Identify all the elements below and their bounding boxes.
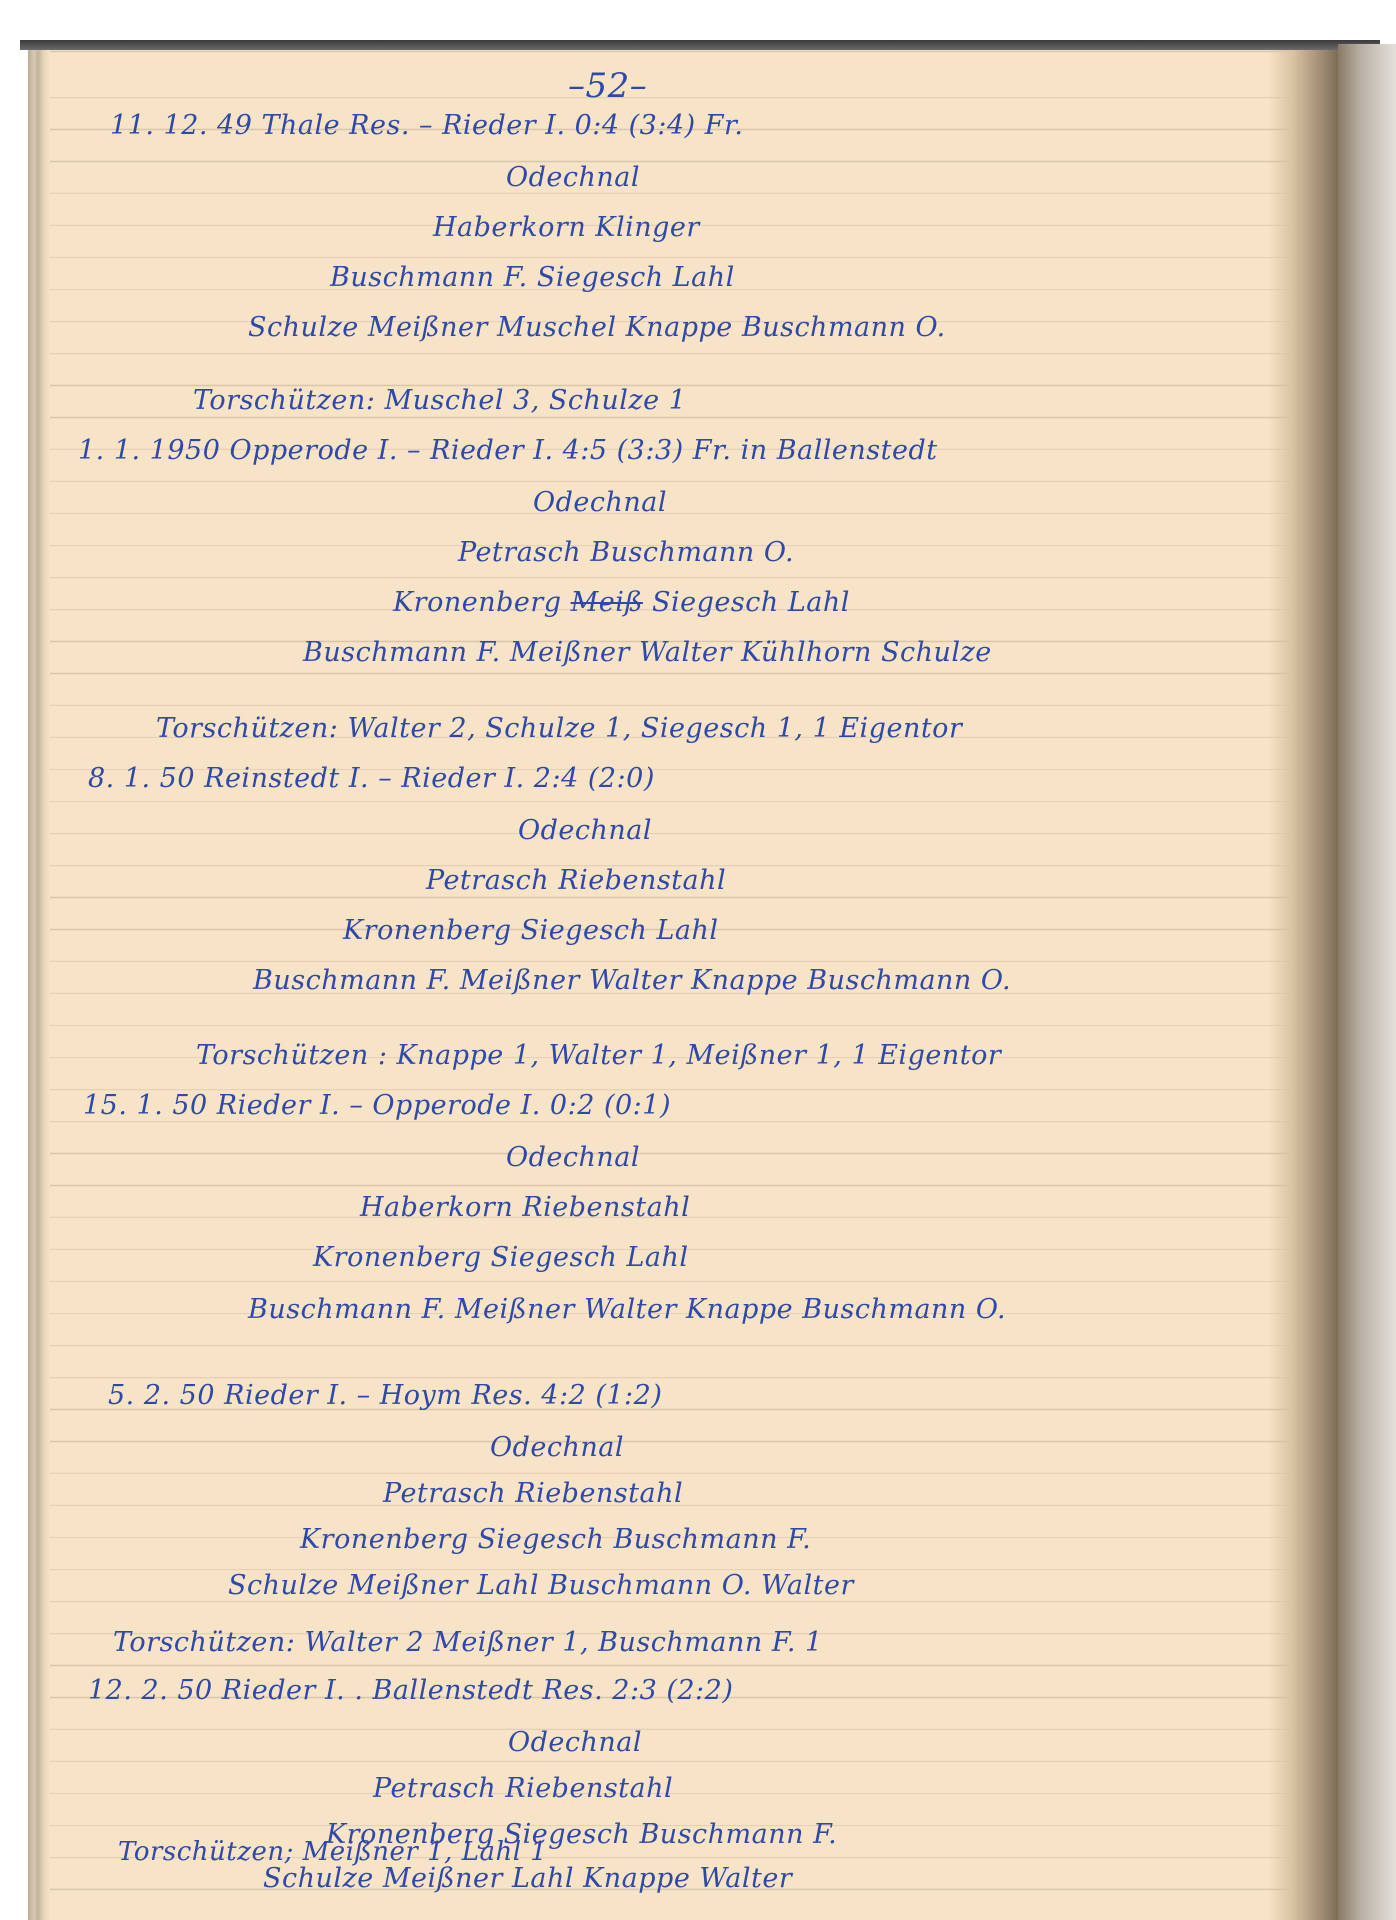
match-1-forwards: Schulze Meißner Muschel Knappe Buschmann O. xyxy=(248,312,946,343)
match-6-scorers: Torschützen; Meißner 1, Lahl 1 xyxy=(118,1837,548,1867)
match-3-forwards: Buschmann F. Meißner Walter Knappe Buschmann O. xyxy=(253,965,1012,996)
match-2-midfield-name: Kronenberg xyxy=(393,587,562,618)
binding-edge xyxy=(1338,44,1396,1920)
match-4-midfield: Kronenberg Siegesch Lahl xyxy=(313,1242,689,1273)
match-2-scorers: Torschützen: Walter 2, Schulze 1, Siegesch 1, 1 Eigentor xyxy=(156,713,963,744)
page-number: –52– xyxy=(568,66,648,106)
match-3-header: 8. 1. 50 Reinstedt I. – Rieder I. 2:4 (2:0) xyxy=(88,763,655,794)
match-3-scorers: Torschützen : Knappe 1, Walter 1, Meißner 1, 1 Eigentor xyxy=(196,1040,1002,1071)
match-6-midfield: Kronenberg Siegesch Buschmann F. xyxy=(326,1819,838,1850)
match-1-header: 11. 12. 49 Thale Res. – Rieder I. 0:4 (3:4) Fr. xyxy=(110,110,744,141)
match-2-header: 1. 1. 1950 Opperode I. – Rieder I. 4:5 (3:3) Fr. in Ballenstedt xyxy=(78,435,938,466)
match-2-midfield-rest: Siegesch Lahl xyxy=(642,587,850,618)
match-3-defenders: Petrasch Riebenstahl xyxy=(426,865,727,896)
struck-word: Meiß xyxy=(570,587,643,618)
notebook-page xyxy=(28,50,1338,1920)
match-5-header: 5. 2. 50 Rieder I. – Hoym Res. 4:2 (1:2) xyxy=(108,1380,663,1411)
match-1-defenders: Haberkorn Klinger xyxy=(433,212,700,243)
match-6-goalkeeper: Odechnal xyxy=(508,1727,643,1758)
match-3-midfield: Kronenberg Siegesch Lahl xyxy=(343,915,719,946)
match-2-goalkeeper: Odechnal xyxy=(533,487,668,518)
match-5-scorers: Torschützen: Walter 2 Meißner 1, Buschmann F. 1 xyxy=(113,1627,823,1658)
match-1-goalkeeper: Odechnal xyxy=(506,162,641,193)
match-5-forwards: Schulze Meißner Lahl Buschmann O. Walter xyxy=(228,1570,854,1601)
match-4-forwards: Buschmann F. Meißner Walter Knappe Buschmann O. xyxy=(248,1294,1007,1325)
match-5-goalkeeper: Odechnal xyxy=(490,1432,625,1463)
match-6-header: 12. 2. 50 Rieder I. . Ballenstedt Res. 2:3 (2:2) xyxy=(88,1675,734,1706)
match-2-defenders: Petrasch Buschmann O. xyxy=(458,537,795,568)
match-1-midfield: Buschmann F. Siegesch Lahl xyxy=(330,262,735,293)
match-6-forwards: Schulze Meißner Lahl Knappe Walter xyxy=(263,1863,793,1894)
match-5-defenders: Petrasch Riebenstahl xyxy=(383,1478,684,1509)
match-4-defenders: Haberkorn Riebenstahl xyxy=(360,1192,691,1223)
match-4-goalkeeper: Odechnal xyxy=(506,1142,641,1173)
scan-top-edge xyxy=(20,40,1380,50)
match-2-forwards: Buschmann F. Meißner Walter Kühlhorn Schulze xyxy=(303,637,992,668)
match-6-defenders: Petrasch Riebenstahl xyxy=(373,1773,674,1804)
page-stack-edge xyxy=(28,50,50,1920)
match-2-midfield xyxy=(393,587,850,619)
match-4-header: 15. 1. 50 Rieder I. – Opperode I. 0:2 (0:1) xyxy=(83,1090,671,1121)
match-1-scorers: Torschützen: Muschel 3, Schulze 1 xyxy=(193,385,687,416)
match-5-midfield: Kronenberg Siegesch Buschmann F. xyxy=(300,1524,812,1555)
page-spine-shadow xyxy=(1268,50,1338,1920)
match-3-goalkeeper: Odechnal xyxy=(518,815,653,846)
